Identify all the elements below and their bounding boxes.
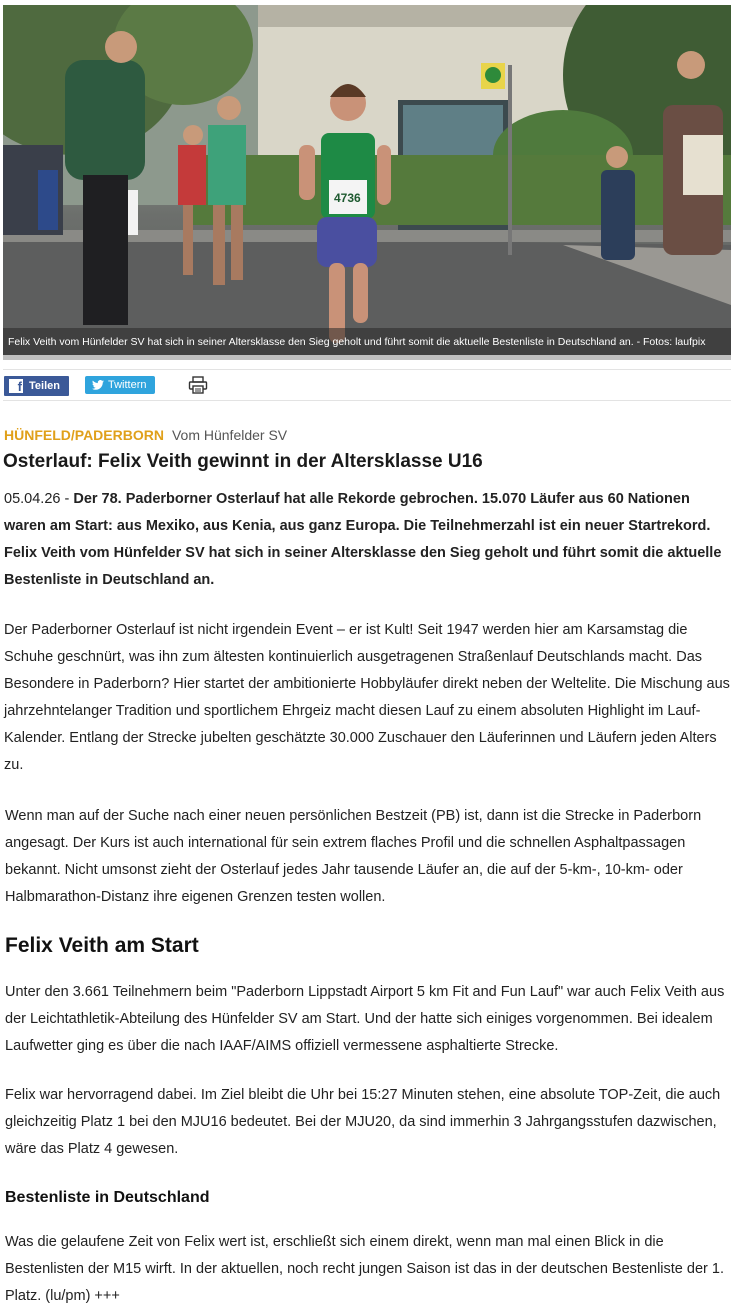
- article-paragraph-2: Wenn man auf der Suche nach einer neuen persönlichen Bestzeit (PB) ist, dann ist die Strecke in Paderborn angesagt. Der Kurs ist auch international für sein extrem flaches Profil und die schnellen Asphaltpassagen bekannt. Nicht umsonst zieht der Osterlauf jedes Jahr tausende Läufer an, die auf der 5-km-, 10-km- oder Halbmarathon-Distanz ihre eigenen Grenzen testen wollen.: [5, 808, 702, 905]
- share-divider-bottom: [3, 400, 731, 401]
- twitter-share-label: Twittern: [108, 379, 147, 391]
- section-heading-ranking: Bestenliste in Deutschland: [5, 1189, 210, 1206]
- article-paragraph-1: Der Paderborner Osterlauf ist nicht irgendein Event – er ist Kult! Seit 1947 werden hier am Karsamstag die Schuhe geschnürt, was ihn zum ältesten kontinuierlich ausgetragenen Straßenlauf Deutschlands macht. Das Besondere in Paderborn? Hier startet der ambitionierte Hobbyläufer direkt neben der Weltelite. Die Mischung aus jahrzehntelanger Tradition und sportlichem Ehrgeiz macht diesen Lauf zu einem absoluten Highlight im Lauf-Kalender. Entlang der Strecke jubelten geschätzte 30.000 Zuschauer den Läuferinnen und Läufern jeden Alters zu.: [4, 622, 730, 773]
- runner-bib: 4736: [334, 191, 361, 205]
- article-headline: Osterlauf: Felix Veith gewinnt in der Altersklasse U16: [3, 451, 483, 472]
- facebook-icon: f: [9, 379, 23, 393]
- race-scene-illustration: [3, 5, 731, 355]
- article-paragraph-4: Felix war hervorragend dabei. Im Ziel bleibt die Uhr bei 15:27 Minuten stehen, eine absolute TOP-Zeit, die auch gleichzeitig Platz 1 bei den MJU16 bedeutet. Bei der MJU20, da sind immerhin 3 Jahrgangsstufen dazwischen, wäre das Platz 4 gewesen.: [5, 1087, 721, 1157]
- article-kicker: [4, 426, 287, 444]
- photo-bottom-bar: [3, 355, 731, 360]
- twitter-bird-icon: [92, 380, 104, 390]
- print-icon[interactable]: [188, 376, 208, 394]
- facebook-share-button[interactable]: [4, 376, 69, 396]
- article-location: HÜNFELD/PADERBORN: [4, 427, 164, 443]
- share-divider-top: [3, 369, 731, 370]
- article-paragraph-3: Unter den 3.661 Teilnehmern beim "Paderborn Lippstadt Airport 5 km Fit and Fun Lauf" war auch Felix Veith aus der Leichtathletik-Abteilung des Hünfelder SV am Start. Und der hatte sich einiges vorgenommen. Bei idealem Laufwetter ging es über die nach IAAF/AIMS offiziell vermessene asphaltierte Strecke.: [5, 984, 725, 1054]
- article-lead-text: Der 78. Paderborner Osterlauf hat alle Rekorde gebrochen. 15.070 Läufer aus 60 Nationen waren am Start: aus Mexiko, aus Kenia, aus ganz Europa. Die Teilnehmerzahl ist ein neuer Startrekord. Felix Veith vom Hünfelder SV hat sich in seiner Altersklasse den Sieg geholt und führt somit die aktuelle Bestenliste in Deutschland an.: [4, 491, 722, 588]
- article-photo: [3, 5, 731, 355]
- twitter-share-button[interactable]: [85, 376, 155, 394]
- section-heading-start: Felix Veith am Start: [5, 934, 199, 957]
- photo-caption: Felix Veith vom Hünfelder SV hat sich in seiner Altersklasse den Sieg geholt und führt somit die aktuelle Bestenliste in Deutschland an. - Fotos: laufpix: [3, 328, 731, 355]
- article-lead: [4, 486, 734, 594]
- facebook-share-label: Teilen: [29, 380, 60, 392]
- article-source: Vom Hünfelder SV: [171, 427, 288, 443]
- article-date: 05.04.26 -: [4, 491, 70, 507]
- article-paragraph-5: Was die gelaufene Zeit von Felix wert ist, erschließt sich einem direkt, wenn man mal einen Blick in die Bestenlisten der M15 wirft. In der aktuellen, noch recht jungen Saison ist das in der deutschen Bestenliste der 1. Platz. (lu/pm) +++: [5, 1234, 724, 1304]
